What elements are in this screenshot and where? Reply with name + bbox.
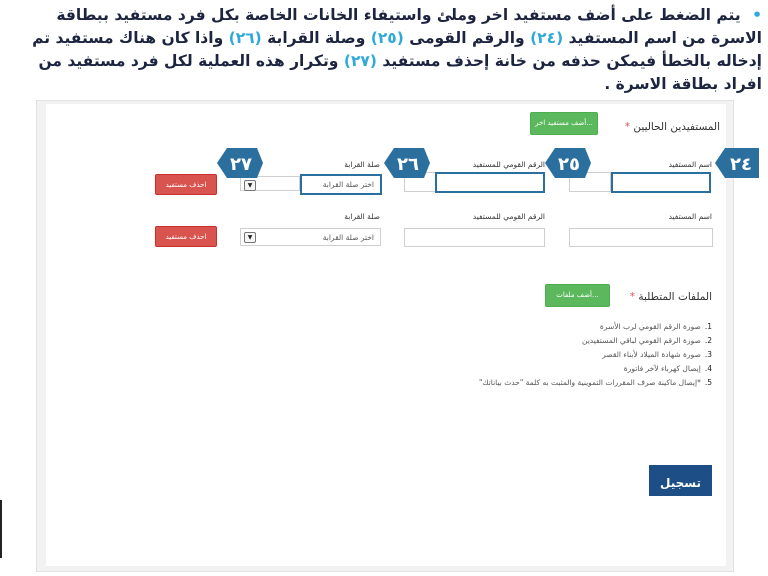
- ref-24: (٢٤): [530, 29, 564, 47]
- relation-label: صلة القرابة: [344, 160, 380, 169]
- add-beneficiary-button[interactable]: أضف مستفيد اخر...: [530, 112, 598, 135]
- required-files-list: [420, 320, 712, 390]
- ref-27: (٢٧): [343, 52, 377, 70]
- list-item-text: صورة شهادة الميلاد لأبناء القصر: [602, 350, 701, 359]
- instruction-part-5: وتكرار هذه العملية لكل فرد مستفيد من افراد بطاقة الاسرة .: [38, 52, 762, 93]
- badge-26: [384, 146, 430, 180]
- required-mark: *: [629, 291, 636, 303]
- list-item-number: 5.: [704, 378, 712, 387]
- list-item: [420, 334, 712, 348]
- files-title-text: الملفات المتطلبة: [638, 291, 712, 303]
- name-label: اسم المستفيد: [668, 160, 712, 169]
- instruction-part-1: يتم الضغط على أضف مستفيد اخر وملئ واستيفاء الخانات الخاصة بكل فرد مستفيد ببطاقة الاسرة من اسم المستفيد: [56, 6, 762, 47]
- relation-select-value: اختر صلة القرابة: [322, 180, 374, 189]
- badge-27-text: ٢٧: [230, 154, 252, 175]
- nid-input[interactable]: [404, 228, 545, 247]
- list-item-number: 1.: [704, 322, 712, 331]
- list-item-number: 2.: [704, 336, 712, 345]
- name-input[interactable]: [611, 172, 711, 193]
- nid-input[interactable]: [435, 172, 545, 193]
- required-mark: *: [624, 121, 631, 133]
- instruction-part-3: وصلة القرابة: [267, 29, 366, 47]
- list-item: [420, 320, 712, 334]
- ref-25: (٢٥): [370, 29, 404, 47]
- badge-25-text: ٢٥: [558, 154, 580, 175]
- left-edge-strip: [0, 500, 2, 558]
- list-item-number: 4.: [704, 364, 712, 373]
- chevron-down-icon: ▼: [244, 232, 256, 243]
- relation-select-value: اختر صلة القرابة: [322, 233, 374, 242]
- chevron-down-icon: ▼: [244, 180, 256, 191]
- list-item-text: إيصال كهرباء لآخر فاتورة: [623, 364, 701, 373]
- nid-label: الرقم القومي للمستفيد: [472, 160, 545, 169]
- name-input[interactable]: [569, 228, 713, 247]
- instruction-text: [20, 4, 762, 96]
- badge-24: [713, 146, 759, 180]
- instruction-part-4: واذا كان هناك مستفيد تم إدخاله بالخطأ فيمكن حذفه من خانة إحذف مستفيد: [32, 29, 762, 70]
- name-label: اسم المستفيد: [668, 212, 712, 221]
- submit-button[interactable]: تسجيل: [649, 465, 712, 496]
- badge-26-text: ٢٦: [397, 154, 419, 175]
- list-item-text: *إيصال ماكينة صرف المقررات التموينية والمثبت به كلمة "حدث بياناتك": [478, 378, 701, 387]
- list-item-text: صورة الرقم القومي لباقي المستفيدين: [581, 336, 701, 345]
- delete-beneficiary-button[interactable]: احذف مستفيد: [155, 226, 217, 247]
- bullet-icon: •: [752, 6, 762, 24]
- relation-label: صلة القرابة: [344, 212, 380, 221]
- add-files-button[interactable]: أضف ملفات...: [545, 284, 610, 307]
- list-item: [420, 348, 712, 362]
- relation-select[interactable]: [240, 228, 381, 246]
- delete-beneficiary-button[interactable]: احذف مستفيد: [155, 174, 217, 195]
- beneficiaries-title-text: المستفيدين الحاليين: [633, 121, 720, 133]
- instruction-part-2: والرقم القومى: [409, 29, 525, 47]
- list-item-number: 3.: [704, 350, 712, 359]
- nid-label: الرقم القومي للمستفيد: [472, 212, 545, 221]
- badge-25: [545, 146, 591, 180]
- badge-27: [217, 146, 263, 180]
- badge-24-text: ٢٤: [730, 154, 752, 175]
- list-item: [420, 362, 712, 376]
- ref-26: (٢٦): [228, 29, 262, 47]
- list-item-text: صورة الرقم القومي لرب الأسرة: [599, 322, 701, 331]
- relation-select[interactable]: [300, 174, 382, 195]
- list-item: [420, 376, 712, 390]
